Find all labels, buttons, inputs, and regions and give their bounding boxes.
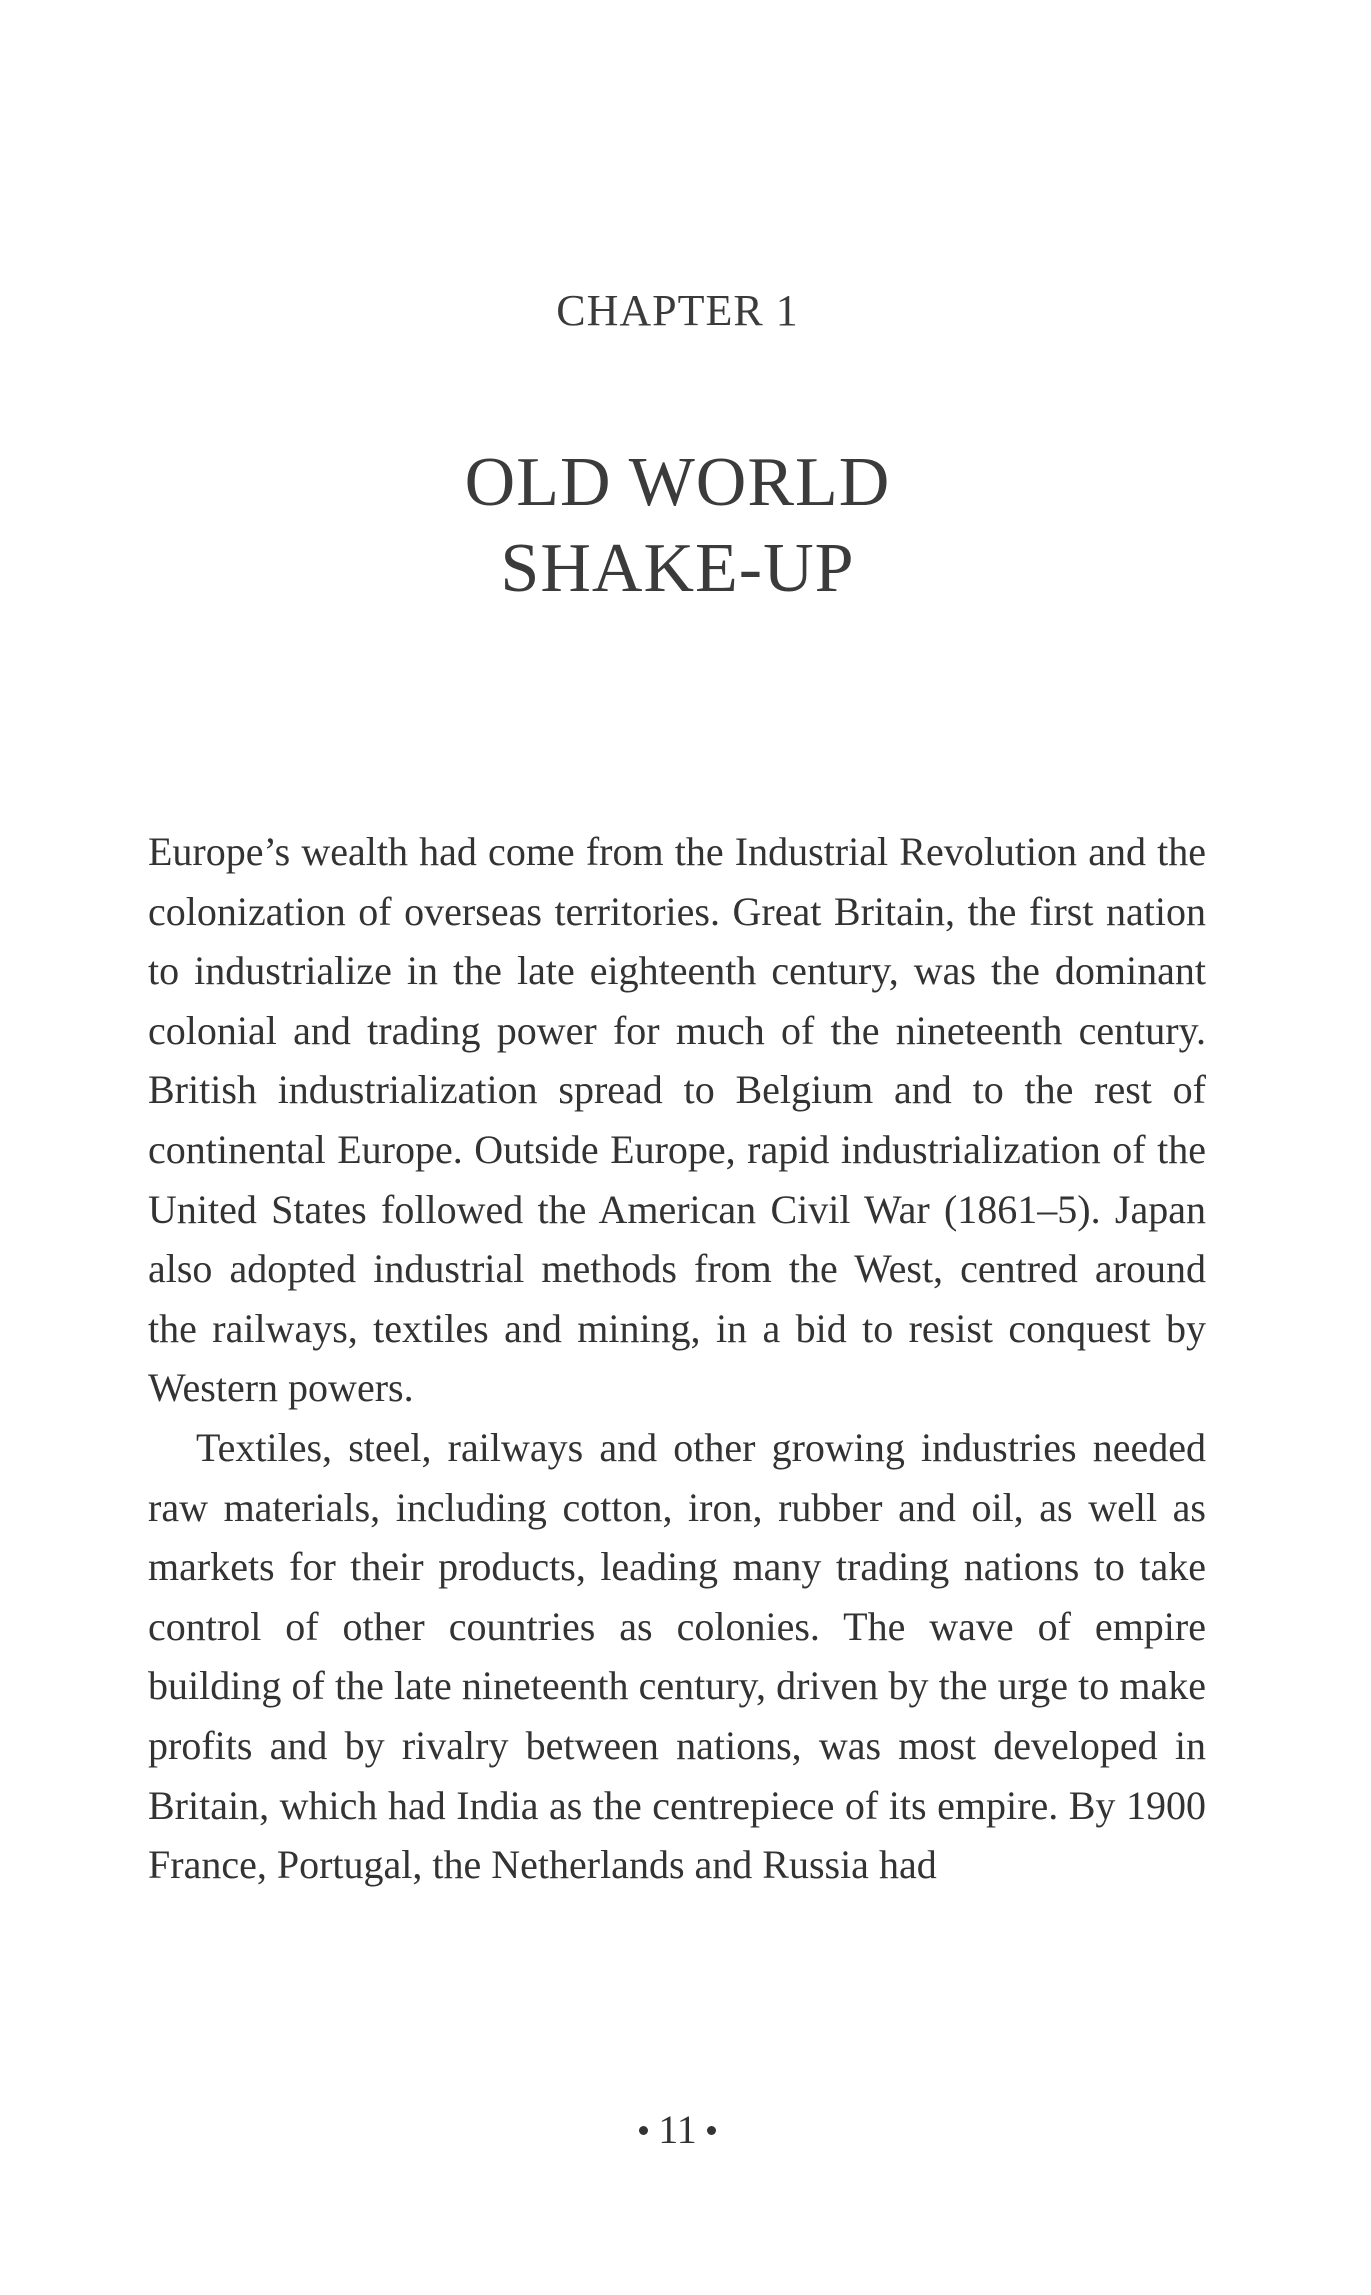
paragraph-2: Textiles, steel, railways and other growing industries needed raw materials, including cotton, iron, rubber and oil, as well as markets for their products, leading many trading nations to take control of other countries as colonies. The wave of empire building of the late nineteenth century, driven by the urge to make profits and by rivalry between nations, was most developed in Britain, which had India as the centrepiece of its empire. By 1900 France, Portugal, the Netherlands and Russia had [148, 1424, 1206, 1888]
chapter-title [0, 440, 1355, 612]
paragraph-1: Europe’s wealth had come from the Industrial Revolution and the colonization of overseas territories. Great Britain, the first nation to industrialize in the late eighteenth century, was the dominant colonial and trading power for much of the nineteenth century. British industrialization spread to Belgium and to the rest of continental Europe. Outside Europe, rapid industrialization of the United States followed the American Civil War (1861–5). Japan also adopted industrial methods from the West, centred around the railways, textiles and mining, in a bid to resist conquest by Western powers. [148, 829, 1206, 1411]
bullet-left-icon [639, 2126, 648, 2135]
chapter-title-line-1: OLD WORLD [464, 444, 891, 521]
bullet-right-icon [707, 2126, 716, 2135]
chapter-label: CHAPTER 1 [556, 286, 799, 335]
body-text [148, 822, 1206, 1895]
chapter-title-line-2: SHAKE-UP [500, 530, 855, 607]
page-folio [0, 2106, 1355, 2153]
page-number: 11 [658, 2107, 697, 2152]
